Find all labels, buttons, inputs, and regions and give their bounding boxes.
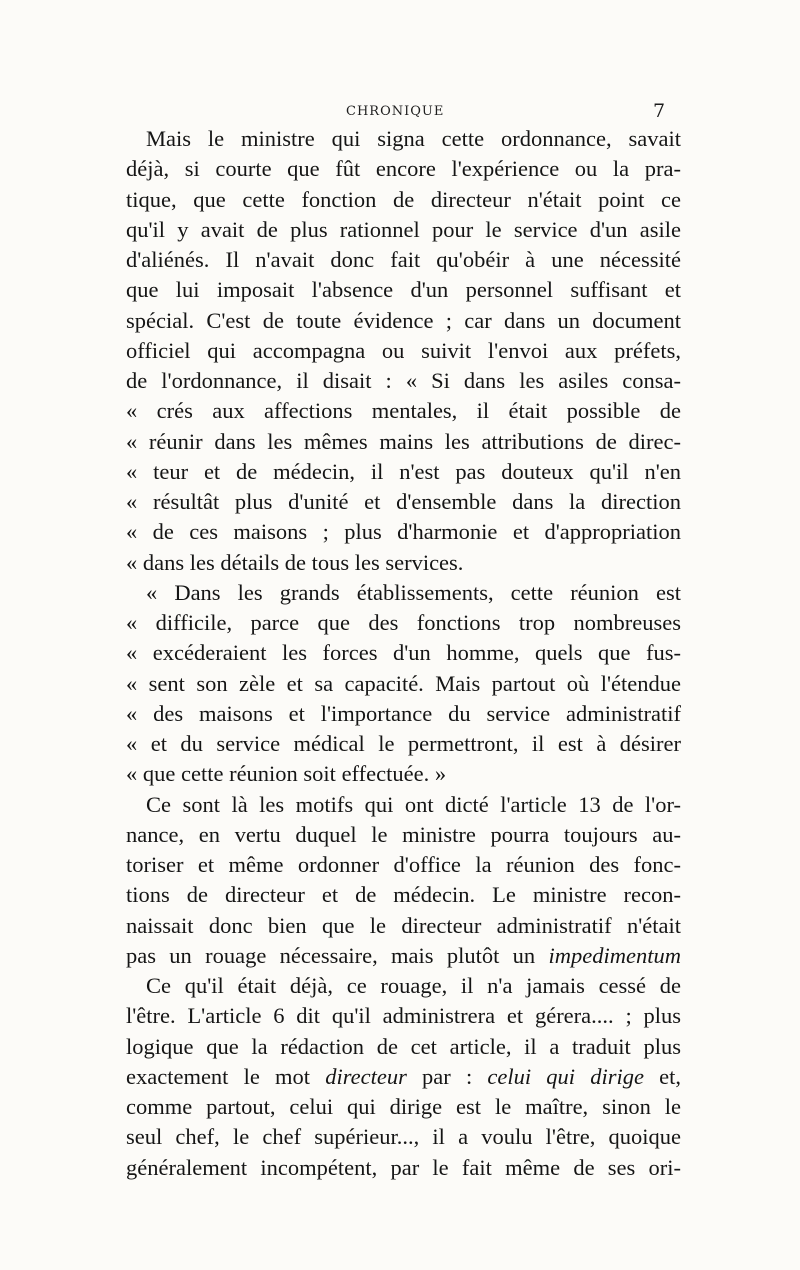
line-text: « de ces maisons ; plus d'harmonie et d'appropriation	[126, 519, 681, 545]
line-text: « des maisons et l'importance du service administratif	[126, 700, 681, 726]
text-line	[126, 820, 681, 850]
text-line	[126, 669, 681, 699]
line-text: « résultât plus d'unité et d'ensemble dans la direction	[126, 489, 681, 514]
line-text: logique que la rédaction de cet article, il a traduit plus	[126, 1033, 681, 1059]
text-line	[126, 608, 681, 638]
text-line	[126, 1122, 681, 1152]
text-line	[126, 336, 681, 366]
line-text: tique, que cette fonction de directeur n'était point ce	[126, 186, 681, 212]
text-line	[126, 578, 681, 608]
text-line	[126, 1032, 681, 1062]
line-text: généralement incompétent, par le fait même de ses ori-	[126, 1154, 681, 1180]
page-number: 7	[653, 100, 666, 122]
line-text: « sent son zèle et sa capacité. Mais partout où l'étendue	[126, 670, 681, 696]
line-text: « et du service médical le permettront, il est à désirer	[126, 731, 681, 756]
italic-word: directeur	[325, 1063, 407, 1089]
text-line	[126, 396, 681, 426]
line-text: exactement le mot	[126, 1063, 311, 1089]
line-text: « crés aux affections mentales, il était possible de	[126, 398, 681, 424]
text-line	[126, 1153, 681, 1183]
text-line	[126, 366, 681, 396]
line-text: de l'ordonnance, il disait : « Si dans les asiles consa-	[126, 368, 681, 393]
text-line	[126, 1062, 681, 1092]
line-text: seul chef, le chef supérieur..., il a voulu l'être, quoique	[126, 1124, 681, 1150]
text-line	[126, 638, 681, 668]
line-text: Ce sont là les motifs qui ont dicté l'article 13 de l'or-	[146, 791, 681, 817]
text-line	[126, 1001, 681, 1031]
line-text: « que cette réunion soit effectuée. »	[126, 761, 447, 787]
text-line	[126, 971, 681, 1001]
line-text: par :	[422, 1063, 473, 1089]
line-text: comme partout, celui qui dirige est le maître, sinon le	[126, 1094, 681, 1119]
text-line	[126, 548, 681, 578]
running-title: CHRONIQUE	[346, 104, 445, 119]
line-text: nance, en vertu duquel le ministre pourra toujours au-	[126, 821, 681, 847]
line-text: naissait donc bien que le directeur administratif n'était	[126, 912, 681, 938]
text-line	[126, 427, 681, 457]
text-line	[126, 154, 681, 184]
text-line	[126, 729, 681, 759]
line-text: l'être. L'article 6 dit qu'il administrera et gérera.... ; plus	[126, 1003, 681, 1029]
line-text: déjà, si courte que fût encore l'expérience ou la pra-	[126, 156, 681, 182]
line-text: Mais le ministre qui signa cette ordonnance, savait	[146, 126, 681, 151]
body-text	[126, 124, 681, 1183]
text-line	[126, 306, 681, 336]
line-text: tions de directeur et de médecin. Le ministre recon-	[126, 882, 681, 908]
line-text: « dans les détails de tous les services.	[126, 549, 464, 575]
text-line	[126, 1092, 681, 1122]
text-line	[126, 487, 681, 517]
text-line	[126, 880, 681, 910]
text-line	[126, 759, 681, 789]
italic-word: celui qui dirige	[487, 1063, 644, 1089]
text-line	[126, 185, 681, 215]
line-text: toriser et même ordonner d'office la réunion des fonc-	[126, 852, 681, 877]
line-text: et,	[659, 1063, 681, 1089]
text-line	[126, 941, 681, 971]
text-line	[126, 699, 681, 729]
text-line	[126, 457, 681, 487]
text-line	[126, 215, 681, 245]
line-text: « teur et de médecin, il n'est pas douteux qu'il n'en	[126, 458, 681, 484]
line-text: que lui imposait l'absence d'un personnel suffisant et	[126, 277, 681, 303]
line-text: « difficile, parce que des fonctions trop nombreuses	[126, 610, 681, 635]
italic-word: impedimentum	[548, 942, 681, 968]
line-text: d'aliénés. Il n'avait donc fait qu'obéir à une nécessité	[126, 247, 681, 272]
text-line	[126, 517, 681, 547]
text-line	[126, 790, 681, 820]
text-line	[126, 124, 681, 154]
line-text: Ce qu'il était déjà, ce rouage, il n'a jamais cessé de	[146, 973, 681, 998]
line-text: « Dans les grands établissements, cette réunion est	[146, 579, 681, 605]
line-text: qu'il y avait de plus rationnel pour le service d'un asile	[126, 216, 681, 242]
line-text: « excéderaient les forces d'un homme, quels que fus-	[126, 640, 681, 666]
line-text: spécial. C'est de toute évidence ; car dans un document	[126, 307, 681, 333]
text-line	[126, 275, 681, 305]
text-line	[126, 245, 681, 275]
text-line	[126, 911, 681, 941]
line-text: « réunir dans les mêmes mains les attributions de direc-	[126, 428, 681, 454]
text-line	[126, 850, 681, 880]
line-text: pas un rouage nécessaire, mais plutôt un	[126, 942, 536, 968]
line-text: officiel qui accompagna ou suivit l'envoi aux préfets,	[126, 337, 681, 363]
